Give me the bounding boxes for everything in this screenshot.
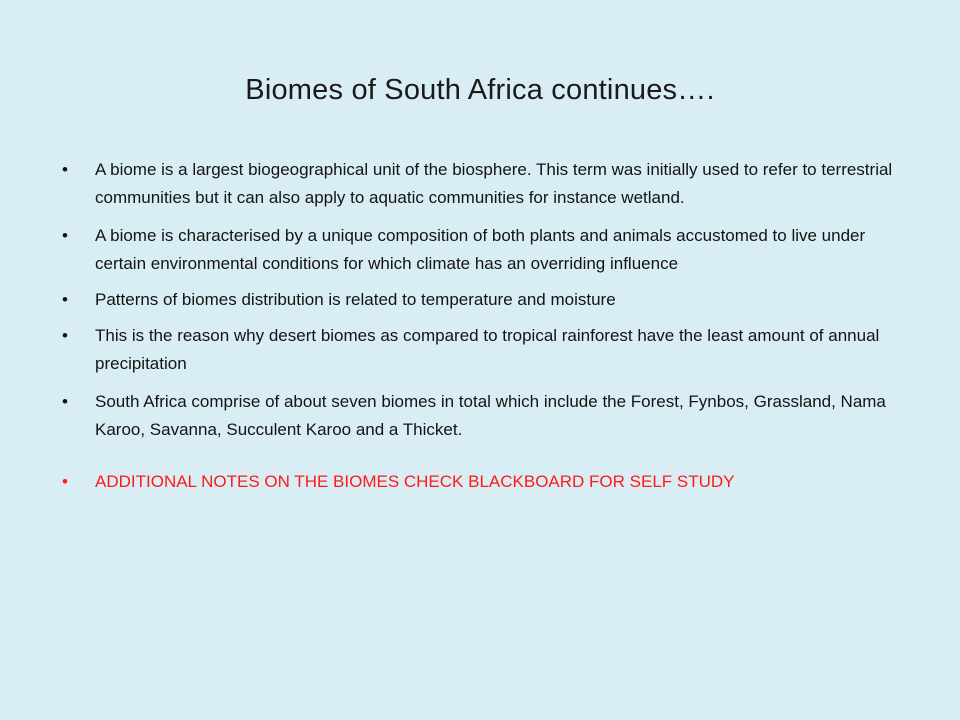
bullet-icon: • <box>62 290 68 309</box>
slide-title: Biomes of South Africa continues…. <box>245 74 715 106</box>
bullet-icon: • <box>62 160 68 179</box>
bullet-text: This is the reason why desert biomes as compared to tropical rainforest have the least amount of annual precipitation <box>95 326 880 373</box>
bullet-item-2 <box>62 222 912 278</box>
bullet-text: Patterns of biomes distribution is related to temperature and moisture <box>95 290 616 309</box>
bullet-icon: • <box>62 226 68 245</box>
bullet-item-6-notice <box>62 468 912 496</box>
blackboard-notice-text: ADDITIONAL NOTES ON THE BIOMES CHECK BLACKBOARD FOR SELF STUDY <box>95 472 735 491</box>
bullet-item-3 <box>62 286 912 314</box>
bullet-text: South Africa comprise of about seven biomes in total which include the Forest, Fynbos, Grassland, Nama Karoo, Savanna, Succulent Karoo and a Thicket. <box>95 392 886 439</box>
bullet-item-4 <box>62 322 912 378</box>
bullet-icon: • <box>62 326 68 345</box>
bullet-text: A biome is a largest biogeographical unit of the biosphere. This term was initially used to refer to terrestrial communities but it can also apply to aquatic communities for instance wetland. <box>95 160 893 207</box>
bullet-item-5 <box>62 388 912 444</box>
bullet-text: A biome is characterised by a unique composition of both plants and animals accustomed to live under certain environmental conditions for which climate has an overriding influence <box>95 226 866 273</box>
bullet-list <box>62 156 912 504</box>
bullet-icon: • <box>62 472 68 491</box>
bullet-icon: • <box>62 392 68 411</box>
bullet-item-1 <box>62 156 912 212</box>
